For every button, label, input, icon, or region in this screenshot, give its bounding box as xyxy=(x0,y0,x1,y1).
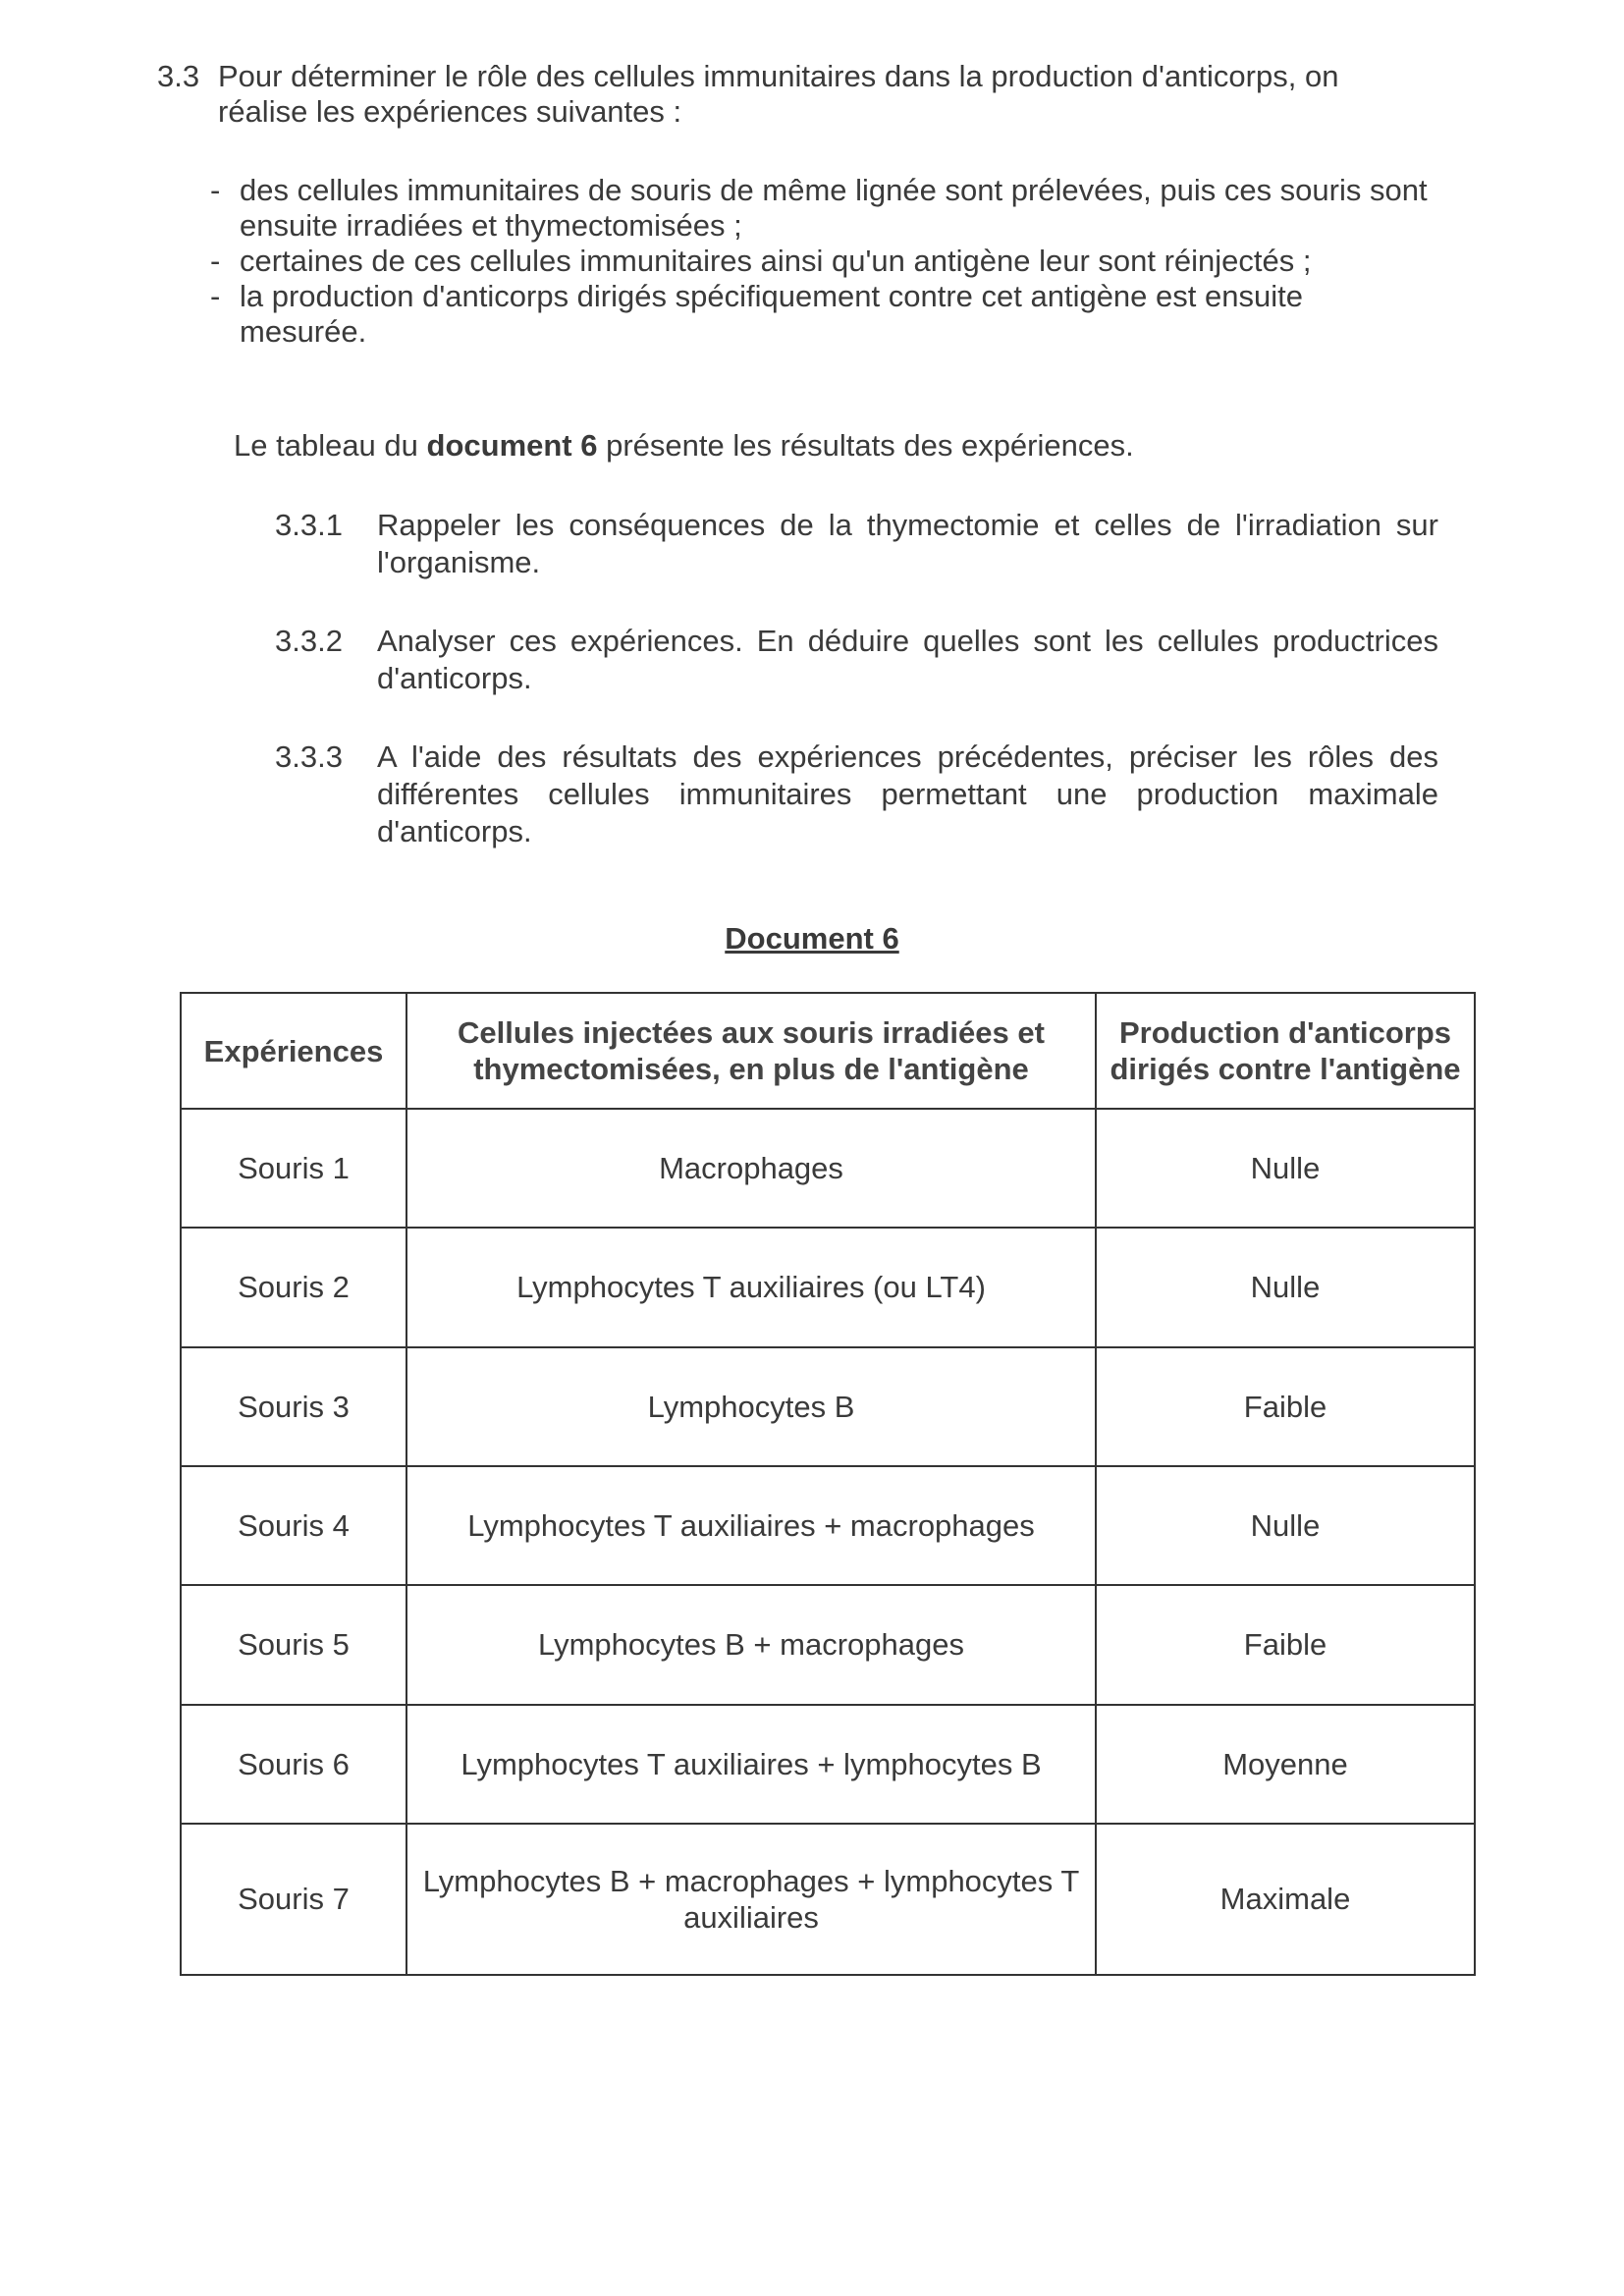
table-row xyxy=(181,1705,1475,1824)
table-intro xyxy=(234,428,1134,464)
subquestion-number: 3.3.2 xyxy=(275,624,343,658)
cell-production: Maximale xyxy=(1096,1824,1475,1975)
subquestion-text: Analyser ces expériences. En déduire quelles sont les cellules productrices d'anticorps. xyxy=(377,624,1438,695)
intro-document-ref: document 6 xyxy=(426,428,598,463)
cell-experiment: Souris 7 xyxy=(181,1824,406,1975)
table-row xyxy=(181,1347,1475,1466)
step-item: - certaines de ces cellules immunitaires ainsi qu'un antigène leur sont réinjectés ; xyxy=(210,244,1428,279)
table-row xyxy=(181,1109,1475,1228)
table-row xyxy=(181,1466,1475,1585)
cell-production: Nulle xyxy=(1096,1109,1475,1228)
subquestion-3-3-3 xyxy=(275,738,1438,850)
cell-injected-cells: Macrophages xyxy=(406,1109,1096,1228)
cell-experiment: Souris 1 xyxy=(181,1109,406,1228)
cell-production: Faible xyxy=(1096,1585,1475,1704)
cell-production: Moyenne xyxy=(1096,1705,1475,1824)
step-item: - des cellules immunitaires de souris de même lignée sont prélevées, puis ces souris sont ensuite irradiées et thymectomisées ; xyxy=(210,173,1428,244)
subquestion-number: 3.3.1 xyxy=(275,508,343,542)
question-text: Pour déterminer le rôle des cellules immunitaires dans la production d'anticorps, on réalise les expériences suivantes : xyxy=(218,59,1339,129)
subquestion-text: Rappeler les conséquences de la thymectomie et celles de l'irradiation sur l'organisme. xyxy=(377,508,1438,579)
header-injected-cells: Cellules injectées aux souris irradiées et thymectomisées, en plus de l'antigène xyxy=(406,993,1096,1109)
subquestion-3-3-2 xyxy=(275,623,1438,697)
cell-injected-cells: Lymphocytes B xyxy=(406,1347,1096,1466)
cell-production: Faible xyxy=(1096,1347,1475,1466)
intro-after: présente les résultats des expériences. xyxy=(597,428,1134,463)
subquestion-3-3-1 xyxy=(275,507,1438,581)
table-row xyxy=(181,1824,1475,1975)
cell-experiment: Souris 2 xyxy=(181,1228,406,1346)
cell-experiment: Souris 5 xyxy=(181,1585,406,1704)
cell-experiment: Souris 4 xyxy=(181,1466,406,1585)
cell-injected-cells: Lymphocytes T auxiliaires (ou LT4) xyxy=(406,1228,1096,1346)
document-title: Document 6 xyxy=(725,921,899,956)
cell-injected-cells: Lymphocytes T auxiliaires + macrophages xyxy=(406,1466,1096,1585)
table-header-row xyxy=(181,993,1475,1109)
subquestion-text: A l'aide des résultats des expériences précédentes, préciser les rôles des différentes cellules immunitaires permettant une production maximale d'anticorps. xyxy=(377,739,1438,848)
cell-injected-cells: Lymphocytes T auxiliaires + lymphocytes B xyxy=(406,1705,1096,1824)
results-table xyxy=(180,992,1476,1976)
cell-experiment: Souris 3 xyxy=(181,1347,406,1466)
question-number: 3.3 xyxy=(157,59,200,93)
experiment-steps xyxy=(210,173,1428,350)
subquestion-number: 3.3.3 xyxy=(275,739,343,774)
cell-injected-cells: Lymphocytes B + macrophages xyxy=(406,1585,1096,1704)
header-antibody-production: Production d'anticorps dirigés contre l'antigène xyxy=(1096,993,1475,1109)
cell-injected-cells: Lymphocytes B + macrophages + lymphocytes T auxiliaires xyxy=(406,1824,1096,1975)
cell-production: Nulle xyxy=(1096,1228,1475,1346)
step-item: - la production d'anticorps dirigés spécifiquement contre cet antigène est ensuite mesurée. xyxy=(210,279,1428,350)
table-row xyxy=(181,1228,1475,1346)
cell-production: Nulle xyxy=(1096,1466,1475,1585)
table-row xyxy=(181,1585,1475,1704)
question-3-3 xyxy=(157,59,1434,130)
cell-experiment: Souris 6 xyxy=(181,1705,406,1824)
intro-before: Le tableau du xyxy=(234,428,427,463)
header-experiences: Expériences xyxy=(181,993,406,1109)
